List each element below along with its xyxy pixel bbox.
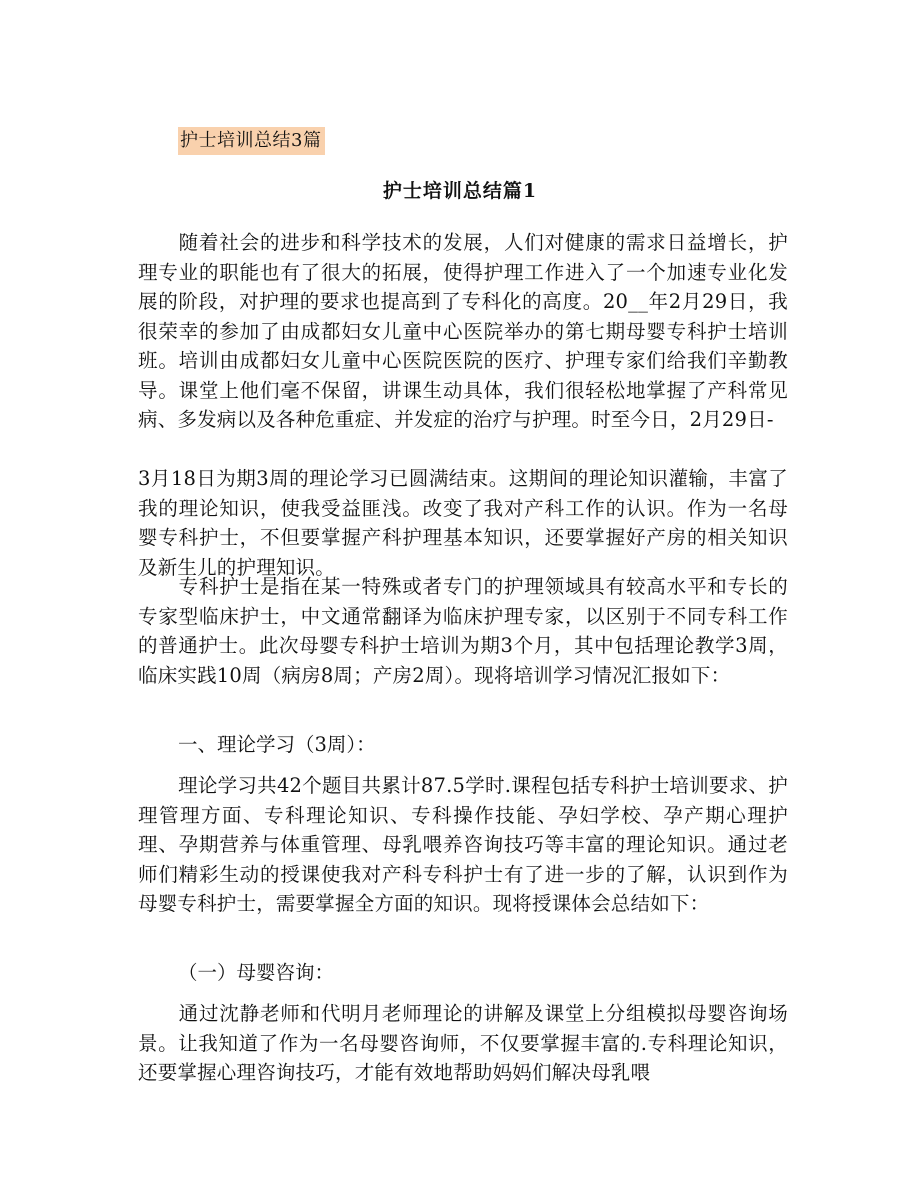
paragraph-5-text: 通过沈静老师和代明月老师理论的讲解及课堂上分组模拟母婴咨询场景。让我知道了作为一名母婴咨询师，不仅要掌握丰富的.专科理论知识，还要掌握心理咨询技巧，才能有效地帮助妈妈们解决母乳喂 <box>138 1002 788 1084</box>
paragraph-4 <box>138 771 788 919</box>
paragraph-4-text: 理论学习共42个题目共累计87.5学时.课程包括专科护士培训要求、护理管理方面、专科理论知识、专科操作技能、孕妇学校、孕产期心理护理、孕期营养与体重管理、母乳喂养咨询技巧等丰富的理论知识。通过老师们精彩生动的授课使我对产科专科护士有了进一步的了解，认识到作为母婴专科护士，需要掌握全方面的知识。现将授课体会总结如下： <box>138 774 788 915</box>
paragraph-3 <box>138 572 788 690</box>
paragraph-2-text: 3月18日为期3周的理论学习已圆满结束。这期间的理论知识灌输，丰富了我的理论知识，使我受益匪浅。改变了我对产科工作的认识。作为一名母婴专科护士，不但要掌握产科护理基本知识，还要掌握好产房的相关知识及新生儿的护理知识。 <box>138 467 788 579</box>
document-tag-label: 护士培训总结3篇 <box>178 127 325 155</box>
section-heading-theory-study: 一、理论学习（3周）： <box>178 733 376 756</box>
paragraph-5 <box>138 999 788 1088</box>
paragraph-3-text: 专科护士是指在某一特殊或者专门的护理领域具有较高水平和专长的专家型临床护士，中文通常翻译为临床护理专家，以区别于不同专科工作的普通护士。此次母婴专科护士培训为期3个月，其中包括理论教学3周，临床实践10周（病房8周；产房2周）。现将培训学习情况汇报如下： <box>138 575 788 687</box>
paragraph-2 <box>138 464 788 582</box>
paragraph-1-text: 随着社会的进步和科学技术的发展，人们对健康的需求日益增长，护理专业的职能也有了很大的拓展，使得护理工作进入了一个加速专业化发展的阶段，对护理的要求也提高到了专科化的高度。20__年2月29日，我很荣幸的参加了由成都妇女儿童中心医院举办的第七期母婴专科护士培训班。培训由成都妇女儿童中心医院医院的医疗、护理专家们给我们辛勤教导。课堂上他们毫不保留，讲课生动具体，我们很轻松地掌握了产科常见病、多发病以及各种危重症、并发症的治疗与护理。时至今日，2月29日- <box>138 231 788 431</box>
document-heading: 护士培训总结篇1 <box>382 180 538 202</box>
paragraph-1 <box>138 228 788 435</box>
subsection-heading-consultation: （一）母婴咨询： <box>178 961 335 984</box>
